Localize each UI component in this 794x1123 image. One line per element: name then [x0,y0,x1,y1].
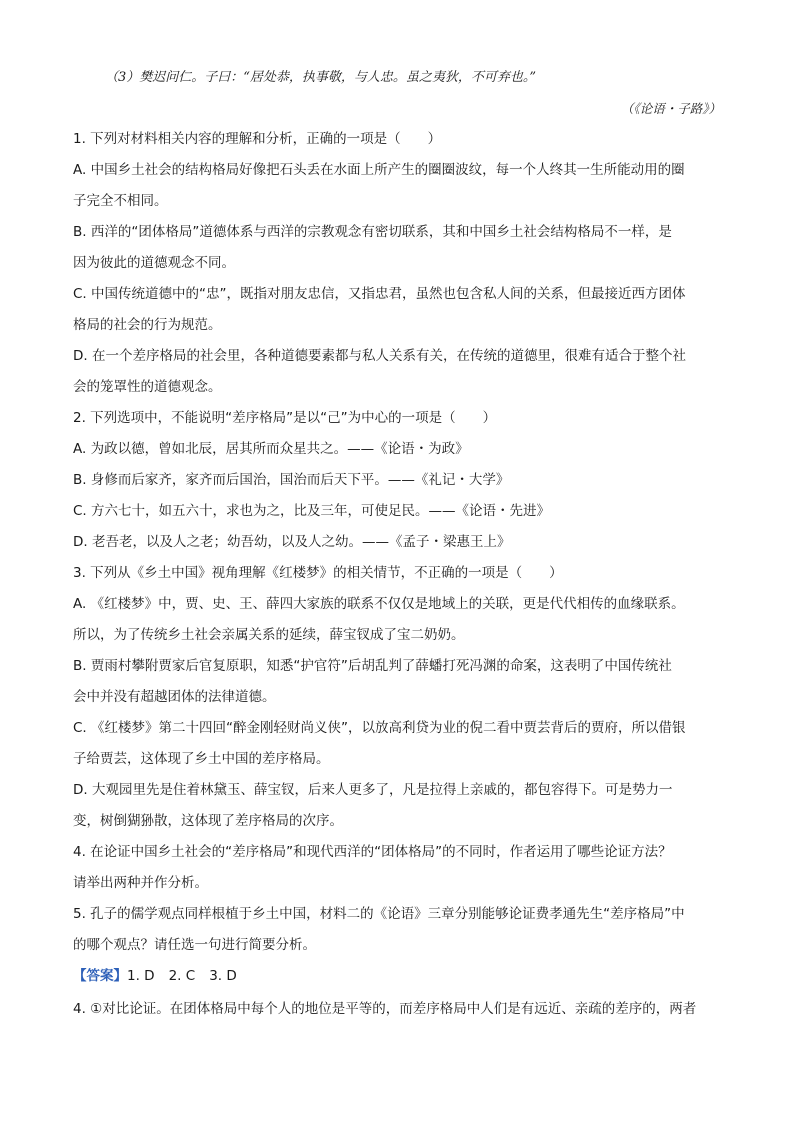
q1-option-d-cont: 会的笼罩性的道德观念。 [73,379,222,395]
answer-line [73,966,723,986]
q1-stem: 1. 下列对材料相关内容的理解和分析，正确的一项是（ ） [73,131,442,147]
q4-stem-cont: 请举出两种并作分析。 [73,875,208,891]
material-quote: （3）樊迟问仁。子曰：“居处恭，执事敬，与人忠。虽之夷狄，不可弃也。” [105,70,537,85]
q1-option-c-cont: 格局的社会的行为规范。 [73,317,222,333]
q3-option-a: A. 《红楼梦》中，贾、史、王、薛四大家族的联系不仅仅是地域上的关联，更是代代相传的血缘联系。 [73,596,685,612]
q3-option-d-cont: 变，树倒猢狲散，这体现了差序格局的次序。 [73,813,343,829]
q3-option-b: B. 贾雨村攀附贾家后官复原职，知悉“护官符”后胡乱判了薛蟠打死冯渊的命案，这表明了中国传统社 [73,658,672,674]
q2-option-a: A. 为政以德，曾如北辰，居其所而众星共之。——《论语・为政》 [73,441,469,457]
material-source: （《论语・子路》） [620,101,721,116]
q4-explanation: 4. ①对比论证。在团体格局中每个人的地位是平等的，而差序格局中人们是有远近、亲疏的差序的，两者 [73,1001,697,1017]
answer-item: 2. C [168,968,196,984]
q3-option-a-cont: 所以，为了传统乡土社会亲属关系的延续，薛宝钗成了宝二奶奶。 [73,627,465,643]
q2-option-c: C. 方六七十，如五六十，求也为之，比及三年，可使足民。——《论语・先进》 [73,503,551,519]
q3-option-c-cont: 子给贾芸，这体现了乡土中国的差序格局。 [73,751,330,767]
q3-stem: 3. 下列从《乡土中国》视角理解《红楼梦》的相关情节，不正确的一项是（ ） [73,565,563,581]
answer-tag: 【答案】 [73,968,127,984]
q1-option-c: C. 中国传统道德中的“忠”，既指对朋友忠信，又指忠君，虽然也包含私人间的关系，但最接近西方团体 [73,286,686,302]
q1-option-b: B. 西洋的“团体格局”道德体系与西洋的宗教观念有密切联系，其和中国乡土社会结构格局不一样，是 [73,224,672,240]
q1-option-a-cont: 子完全不相同。 [73,193,168,209]
q2-option-b: B. 身修而后家齐，家齐而后国治，国治而后天下平。——《礼记・大学》 [73,472,510,488]
q1-option-a: A. 中国乡土社会的结构格局好像把石头丢在水面上所产生的圈圈波纹，每一个人终其一生所能动用的圈 [73,162,685,178]
q4-stem: 4. 在论证中国乡土社会的“差序格局”和现代西洋的“团体格局”的不同时，作者运用了哪些论证方法？ [73,844,672,860]
q3-option-b-cont: 会中并没有超越团体的法律道德。 [73,689,276,705]
answer-item: 1. D [127,968,155,984]
q1-option-b-cont: 因为彼此的道德观念不同。 [73,255,235,271]
q5-stem-cont: 的哪个观点？请任选一句进行简要分析。 [73,937,316,953]
q1-option-d: D. 在一个差序格局的社会里，各种道德要素都与私人关系有关，在传统的道德里，很难有适合于整个社 [73,348,686,364]
q2-stem: 2. 下列选项中，不能说明“差序格局”是以“己”为中心的一项是（ ） [73,410,497,426]
q2-option-d: D. 老吾老，以及人之老；幼吾幼，以及人之幼。——《孟子・梁惠王上》 [73,534,511,550]
answer-item: 3. D [209,968,237,984]
q3-option-c: C. 《红楼梦》第二十四回“醉金刚轻财尚义侠”，以放高利贷为业的倪二看中贾芸背后的贾府，所以借银 [73,720,686,736]
q5-stem: 5. 孔子的儒学观点同样根植于乡土中国，材料二的《论语》三章分别能够论证费孝通先生“差序格局”中 [73,906,685,922]
q3-option-d: D. 大观园里先是住着林黛玉、薛宝钗，后来人更多了，凡是拉得上亲戚的，都包容得下。可是势力一 [73,782,673,798]
